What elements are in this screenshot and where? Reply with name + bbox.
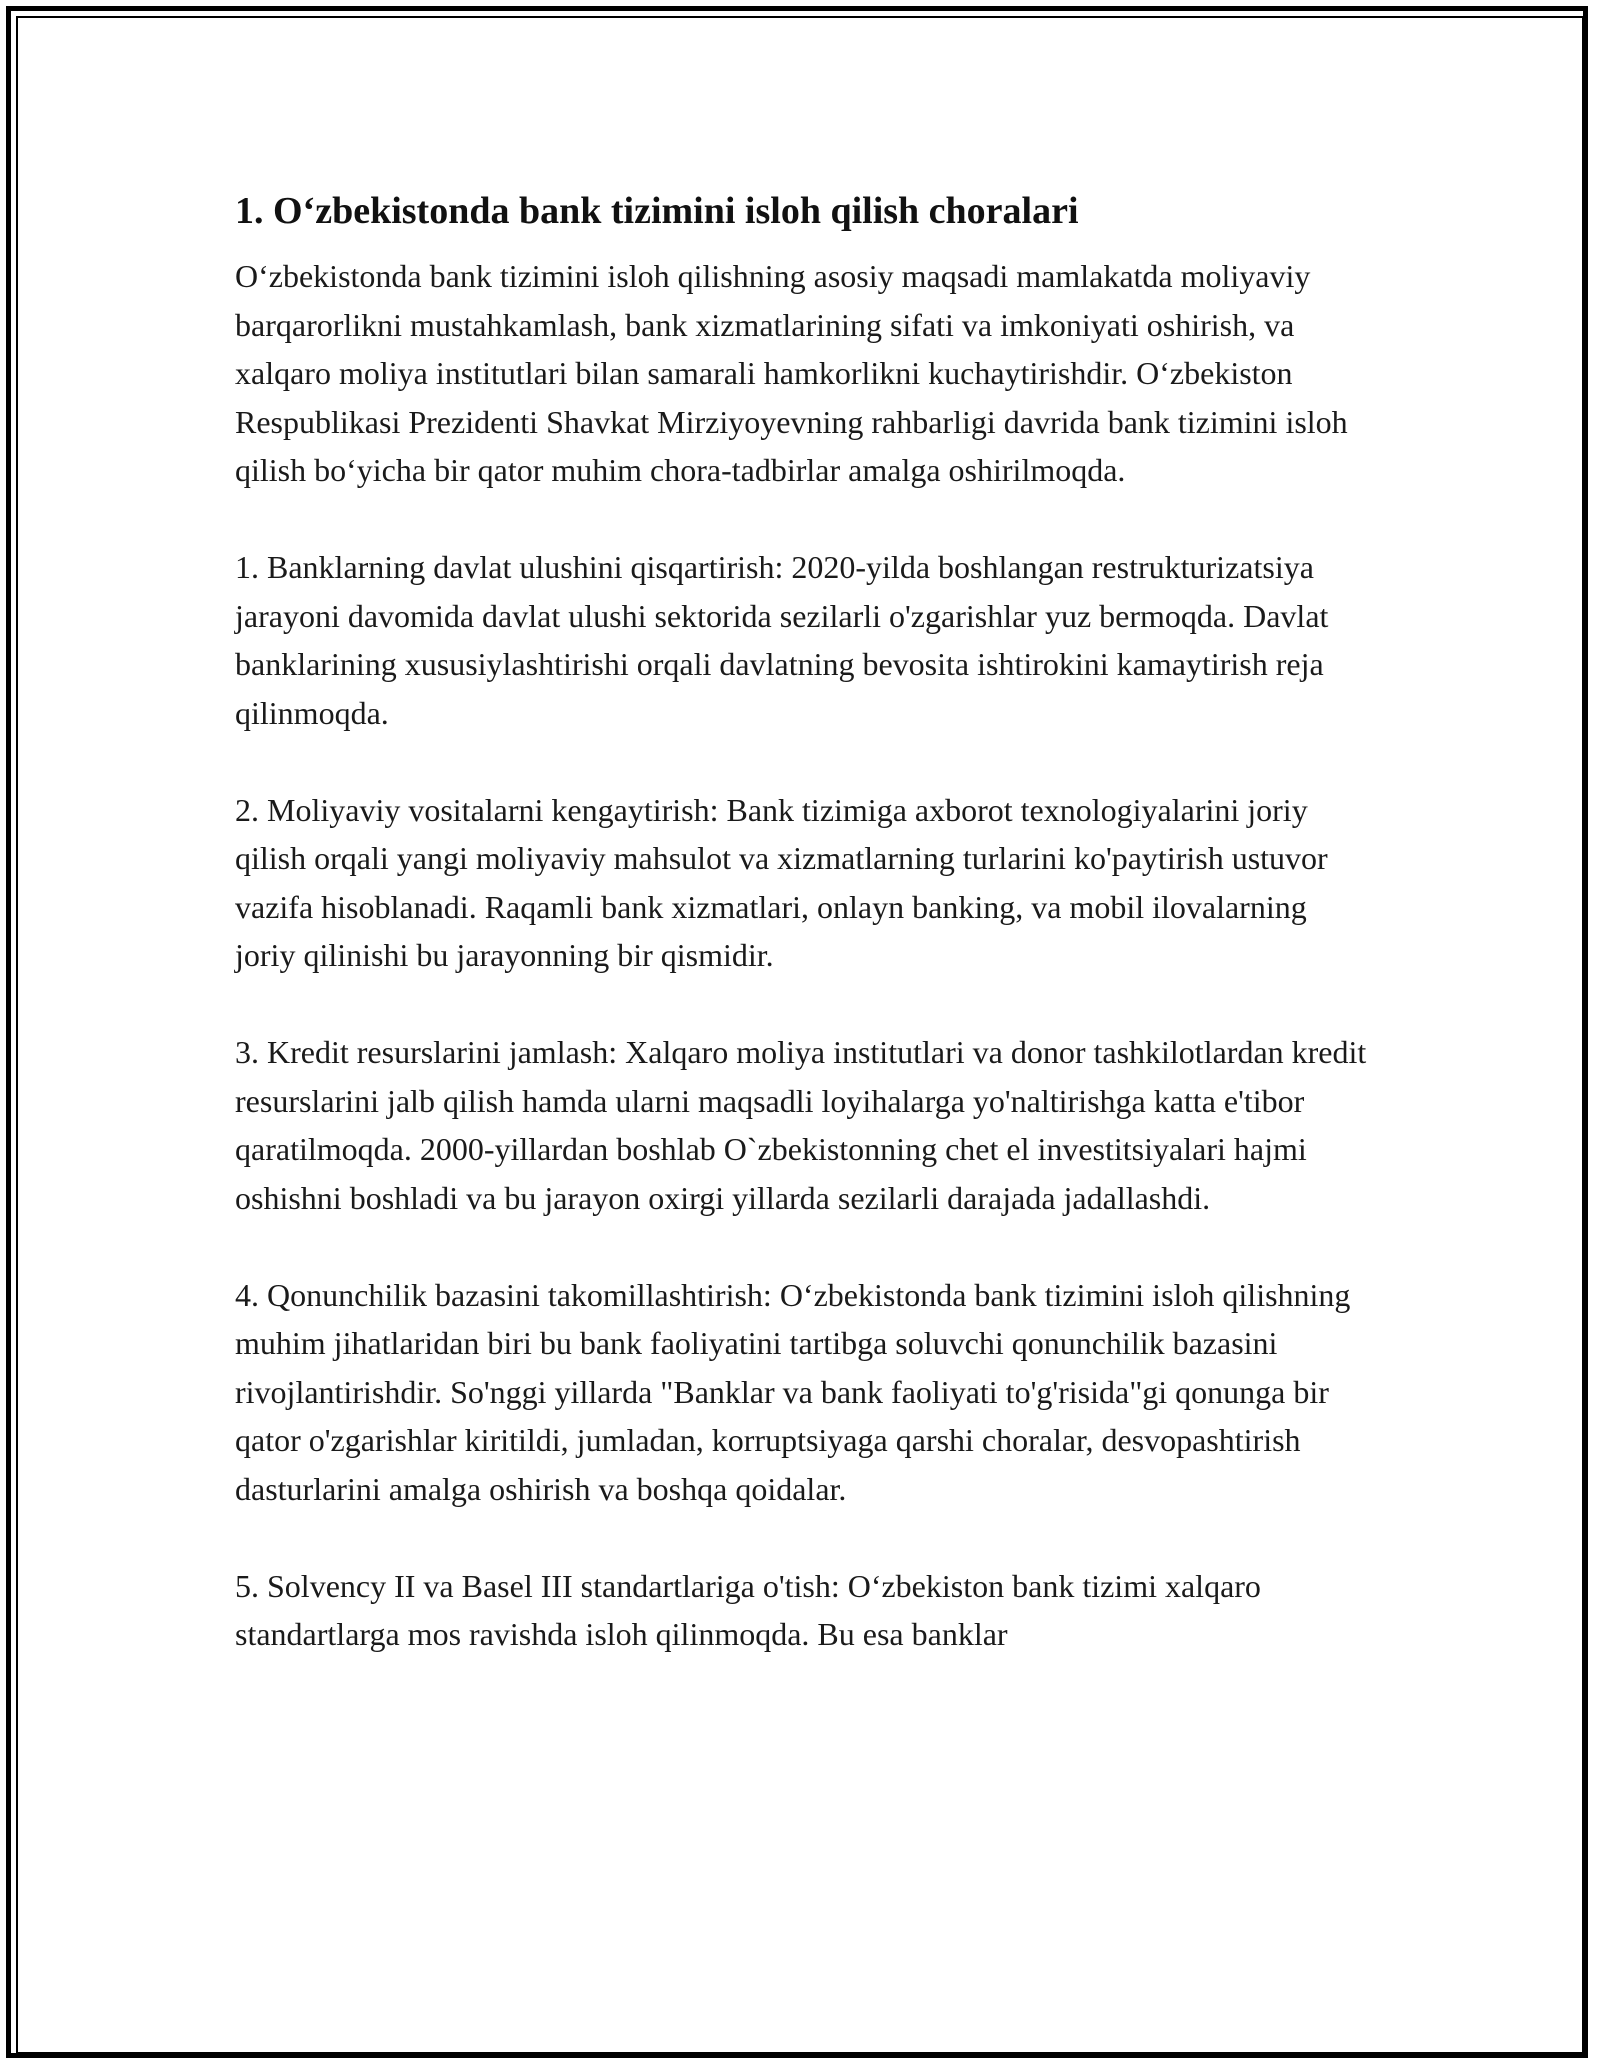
paragraph-item-4: 4. Qonunchilik bazasini takomillashtirish: O‘zbekistonda bank tizimini isloh qilishning muhim jihatlaridan biri bu bank faoliyatini tartibga soluvchi qonunchilik bazasini rivojlantirishdir. So'nggi yillarda "Banklar va bank faoliyati to'g'risida"gi qonunga bir qator o'zgarishlar kiritildi, jumladan, korruptsiyaga qarshi choralar, desvopashtirish dasturlarini amalga oshirish va boshqa qoidalar. — [235, 1276, 1351, 1507]
document-body — [235, 186, 1375, 1707]
paragraph-item-3: 3. Kredit resurslarini jamlash: Xalqaro moliya institutlari va donor tashkilotlardan kredit resurslarini jalb qilish hamda ularni maqsadli loyihalarga yo'naltirishga katta e'tibor qaratilmoqda. 2000-yillardan boshlab O`zbekistonning chet el investitsiyalari hajmi oshishni boshladi va bu jarayon oxirgi yillarda sezilarli darajada jadallashdi. — [235, 1034, 1367, 1216]
paragraph-item-5: 5. Solvency II va Basel III standartlariga o'tish: O‘zbekiston bank tizimi xalqaro standartlarga mos ravishda isloh qilinmoqda. Bu esa banklar — [235, 1567, 1261, 1652]
intro-paragraph: O‘zbekistonda bank tizimini isloh qilishning asosiy maqsadi mamlakatda moliyaviy barqarorlikni mustahkamlash, bank xizmatlarining sifati va imkoniyati oshirish, va xalqaro moliya institutlari bilan samarali hamkorlikni kuchaytirishdir. O‘zbekiston Respublikasi Prezidenti Shavkat Mirziyoyevning rahbarligi davrida bank tizimini isloh qilish bo‘yicha bir qator muhim chora-tadbirlar amalga oshirilmoqda. — [235, 258, 1348, 488]
section-heading: 1. O‘zbekistonda bank tizimini isloh qilish choralari — [235, 190, 1079, 232]
paragraph-item-2: 2. Moliyaviy vositalarni kengaytirish: Bank tizimiga axborot texnologiyalarini joriy qilish orqali yangi moliyaviy mahsulot va xizmatlarning turlarini ko'paytirish ustuvor vazifa hisoblanadi. Raqamli bank xizmatlari, onlayn banking, va mobil ilovalarning joriy qilinishi bu jarayonning bir qismidir. — [235, 791, 1328, 973]
paragraph-item-1: 1. Banklarning davlat ulushini qisqartirish: 2020-yilda boshlangan restrukturizatsiya jarayoni davomida davlat ulushi sektorida sezilarli o'zgarishlar yuz bermoqda. Davlat banklarining xususiylashtirishi orqali davlatning bevosita ishtirokini kamaytirish reja qilinmoqda. — [235, 549, 1329, 731]
